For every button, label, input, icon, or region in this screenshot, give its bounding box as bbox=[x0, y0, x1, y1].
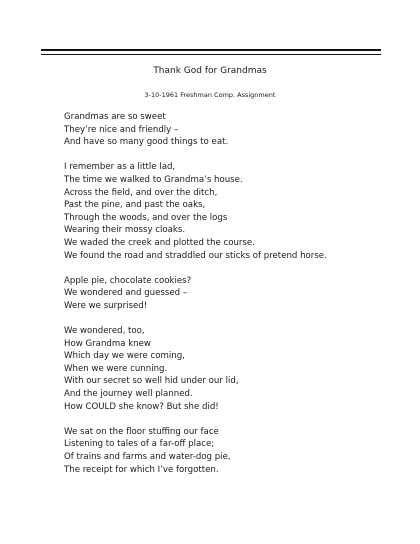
stanza-5 bbox=[64, 426, 404, 476]
poem-line: Past the pine, and past the oaks, bbox=[64, 200, 206, 211]
header-rule-thick bbox=[41, 49, 381, 51]
poem-line: We sat on the floor stuffing our face bbox=[64, 426, 219, 437]
poem-line: The time we walked to Grandma’s house. bbox=[64, 174, 243, 185]
poem-line: I remember as a little lad, bbox=[64, 162, 176, 173]
poem-line: Across the field, and over the ditch, bbox=[64, 187, 218, 198]
stanza-4 bbox=[64, 325, 404, 413]
poem-line: We wondered and guessed – bbox=[64, 288, 188, 299]
header-rule-thin bbox=[41, 54, 381, 55]
page-subtitle: 3-10-1961 Freshman Comp. Assignment bbox=[144, 91, 276, 99]
poem-line: Of trains and farms and water-dog pie, bbox=[64, 452, 231, 463]
poem-body bbox=[64, 111, 404, 489]
poem-line: We wondered, too, bbox=[64, 326, 145, 337]
poem-line: They’re nice and friendly – bbox=[64, 124, 179, 135]
stanza-2 bbox=[64, 161, 404, 262]
poem-line: How COULD she know? But she did! bbox=[64, 401, 219, 412]
poem-line: And the journey well planned. bbox=[64, 389, 193, 400]
poem-line: Apple pie, chocolate cookies? bbox=[64, 275, 192, 286]
poem-line: With our secret so well hid under our lid, bbox=[64, 376, 239, 387]
page-title: Thank God for Grandmas bbox=[153, 66, 267, 76]
poem-line: Through the woods, and over the logs bbox=[64, 212, 228, 223]
poem-line: We found the road and straddled our sticks of pretend horse. bbox=[64, 250, 327, 261]
poem-line: When we were cunning. bbox=[64, 363, 168, 374]
stanza-1 bbox=[64, 111, 404, 149]
poem-line: How Grandma knew bbox=[64, 338, 151, 349]
poem-line: Grandmas are so sweet bbox=[64, 112, 166, 122]
poem-line: Which day we were coming, bbox=[64, 351, 185, 362]
poem-line: Listening to tales of a far-off place; bbox=[64, 439, 215, 450]
poem-line: Wearing their mossy cloaks. bbox=[64, 225, 186, 236]
poem-line: Were we surprised! bbox=[64, 300, 148, 311]
poem-line: We waded the creek and plotted the course. bbox=[64, 237, 255, 248]
poem-line: And have so many good things to eat. bbox=[64, 137, 229, 148]
stanza-3 bbox=[64, 275, 404, 313]
poem-line: The receipt for which I’ve forgotten. bbox=[64, 464, 219, 475]
